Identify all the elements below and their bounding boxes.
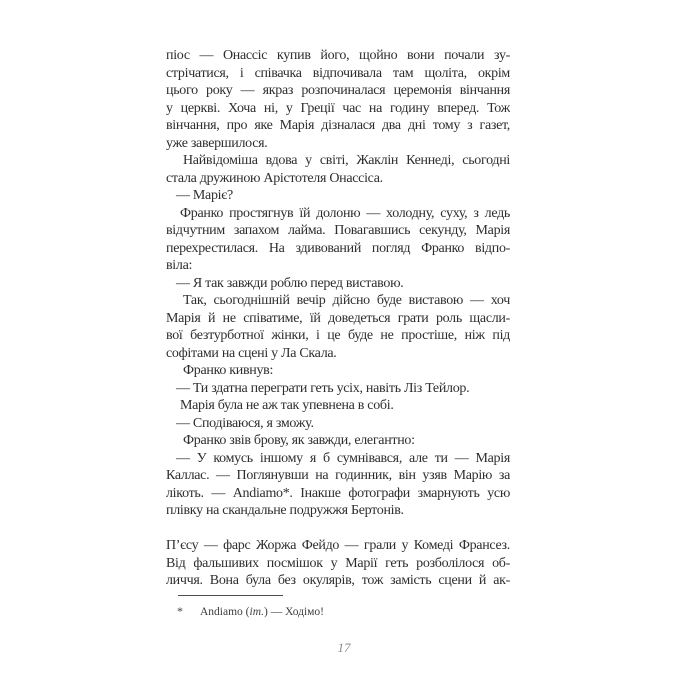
text-line: уже завершилося. — [166, 135, 268, 151]
text-line: вої безтурботної жінки, і це буде не простіше, ніж під — [166, 328, 510, 343]
text-line: у церкві. Хоча ні, у Греції час на годину вперед. Тож — [166, 100, 510, 116]
text-line: стрічатися, і співачка відпочивала там щоліта, окрім — [166, 65, 510, 81]
text-line: — Я так завжди роблю перед виставою. — [176, 275, 404, 291]
footnote-separator — [178, 595, 283, 596]
text-line: стала дружиною Арістотеля Онассіса. — [166, 170, 383, 186]
text-line: — Сподіваюся, я зможу. — [176, 415, 314, 431]
text-line: — У комусь іншому я б сумнівався, але ти — Марія — [176, 450, 510, 466]
text-line: цього року — якраз розпочиналася церемонія вінчання — [166, 83, 510, 98]
footnote — [177, 603, 521, 620]
text-line: Франко звів брову, як завжди, елегантно: — [183, 433, 415, 448]
text-line: Від фальшивих посмішок у Марії геть розболілося об- — [166, 555, 510, 571]
text-line: — Ти здатна переграти геть усіх, навіть Ліз Тейлор. — [176, 380, 470, 396]
text-line: Каллас. — Поглянувши на годинник, він узяв Марію за — [166, 468, 510, 483]
page-number: 17 — [337, 640, 351, 655]
footnote-text-post: ) — Ходімо! — [264, 606, 325, 618]
text-line: піос — Онассіс купив його, щойно вони почали зу- — [166, 48, 510, 63]
text-line: Франко простягнув їй долоню — холодну, суху, з ледь — [180, 205, 510, 221]
text-line: відчутним запахом лайма. Повагавшись секунду, Марія — [166, 223, 510, 238]
footnote-text-italic: іт. — [249, 606, 265, 618]
text-line: П’єсу — фарс Жоржа Фейдо — грали у Комеді Франсез. — [166, 538, 510, 553]
text-line: Марія була не аж так упевнена в собі. — [180, 398, 394, 413]
text-line: Так, сьогоднішній вечір дійсно буде виставою — хоч — [183, 293, 510, 308]
page-text — [166, 47, 510, 590]
text-line: плівку на скандальне подружжя Бертонів. — [166, 503, 404, 518]
text-line: Марія й не співатиме, їй доведеться грати роль щасли- — [166, 310, 510, 326]
text-line: віла: — [166, 258, 193, 273]
footnote-marker: * — [177, 604, 183, 618]
text-line: личчя. Вона була без окулярів, тож замість сцени й ак- — [166, 573, 510, 588]
footnote-text-pre: Andiamo ( — [200, 606, 250, 618]
text-line: — Маріє? — [176, 188, 233, 203]
text-line: вінчання, про яке Марія дізналася два дні тому з газет, — [166, 118, 510, 133]
text-line: Найвідоміша вдова у світі, Жаклін Кеннеді, сьогодні — [183, 153, 510, 168]
text-line: Франко кивнув: — [183, 363, 274, 378]
text-line: лікоть. — Andiamo*. Інакше фотографи змарнують усю — [166, 485, 510, 501]
footnote-text — [200, 606, 324, 618]
text-line: перехрестилася. На здивований погляд Франко відпо- — [166, 240, 510, 256]
text-line: софітами на сцені у Ла Скала. — [166, 345, 337, 361]
